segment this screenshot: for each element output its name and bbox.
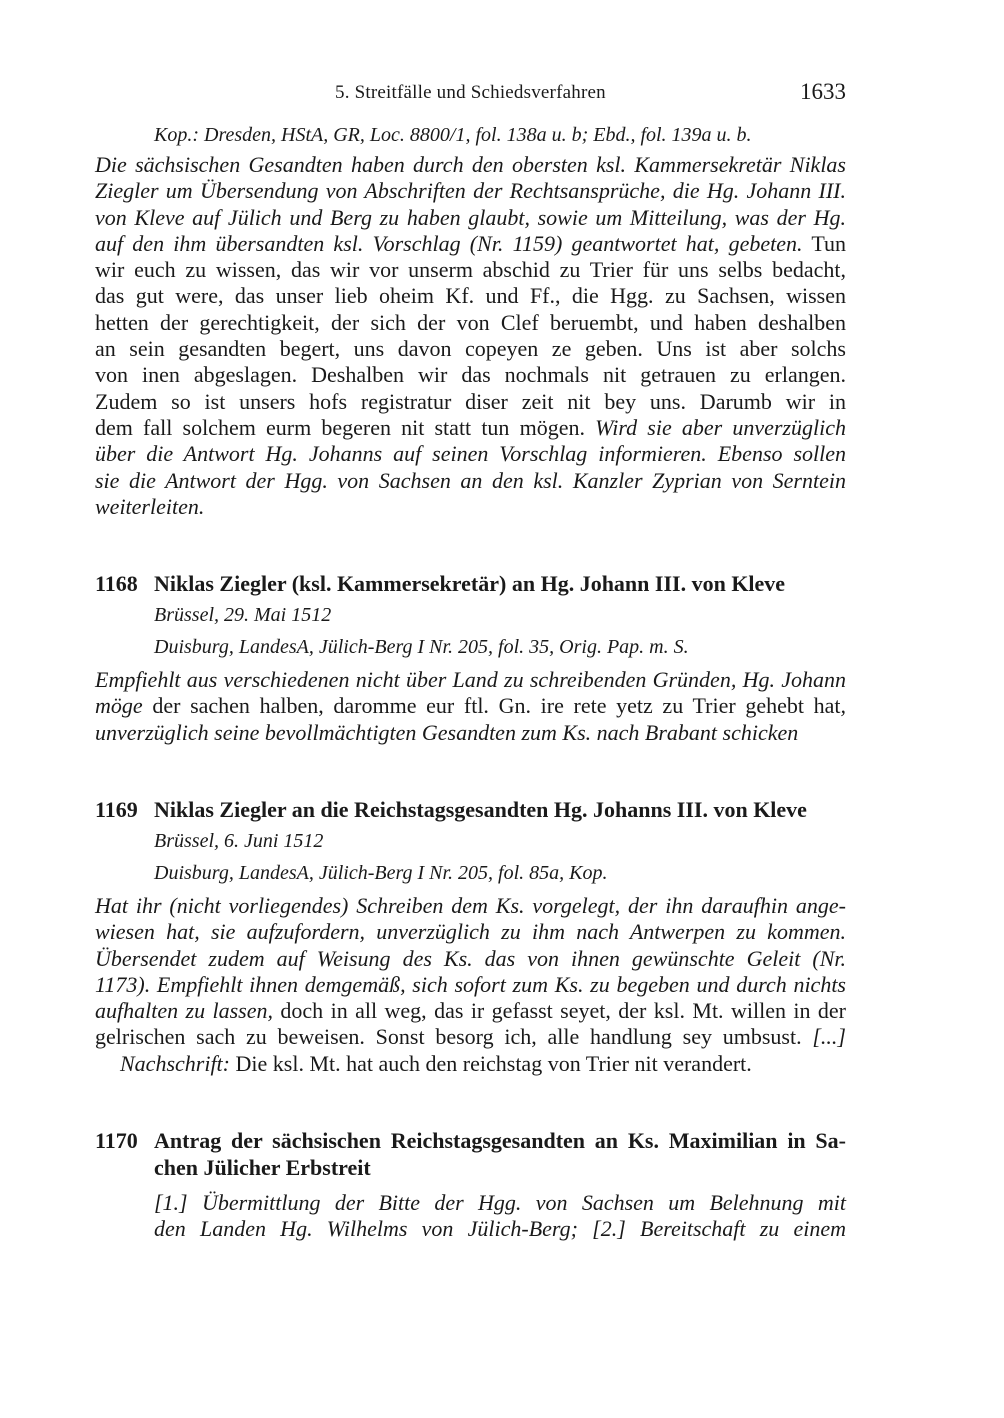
text-line: [1.] Übermittlung der Bitte der Hgg. von Sachsen um Belehnung mit bbox=[154, 1190, 846, 1215]
text-line: hetten der gerechtigkeit, der sich der von Clef beruembt, und haben deshalben bbox=[95, 309, 846, 335]
text-line bbox=[95, 231, 846, 257]
text-line: Zudem so ist unsers hofs registratur diser zeit nit bey uns. Darumb wir in bbox=[95, 388, 846, 414]
text-line: von inen abgeslagen. Deshalben wir das nochmals nit getrauen zu erlangen. bbox=[95, 362, 846, 388]
previous-entry-tail bbox=[95, 122, 846, 520]
text-line: weiterleiten. bbox=[95, 493, 205, 519]
entry-number: 1170 bbox=[95, 1128, 138, 1153]
entry-number: 1168 bbox=[95, 571, 138, 596]
text-line: 1173). Empfiehlt ihnen demgemäß, sich sofort zum Ks. zu begeben und durch nichts bbox=[95, 971, 846, 997]
text-line bbox=[95, 415, 846, 441]
page-number: 1633 bbox=[800, 79, 846, 104]
italic-segment: möge bbox=[95, 693, 143, 719]
text-line: Empfiehlt aus verschiedenen nicht über Land zu schreibenden Gründen, Hg. Johann bbox=[95, 667, 846, 692]
place-date: Brüssel, 6. Juni 1512 bbox=[154, 830, 324, 852]
italic-segment: Wird sie aber unverzüglich bbox=[595, 414, 846, 440]
entry-heading bbox=[95, 1127, 846, 1181]
regest-text bbox=[95, 893, 846, 1077]
text-line: über die Antwort Hg. Johanns auf seinen Vorschlag informieren. Ebenso sollen bbox=[95, 441, 846, 467]
text-line: Hat ihr (nicht vorliegendes) Schreiben dem Ks. vorgelegt, der ihn daraufhin ange- bbox=[95, 893, 846, 918]
place-date: Brüssel, 29. Mai 1512 bbox=[154, 604, 332, 626]
entry-heading bbox=[95, 796, 846, 823]
text-line: Ziegler um Übersendung von Abschriften der Rechtsansprüche, die Hg. Johann III. bbox=[95, 178, 846, 204]
entry-title bbox=[154, 796, 846, 823]
text-line: den Landen Hg. Wilhelms von Jülich-Berg; [2.] Bereitschaft zu einem bbox=[154, 1216, 846, 1242]
roman-segment: dem fall solchem eurm begeren nit statt tun mögen. bbox=[95, 414, 596, 440]
text-line: sie die Antwort der Hgg. von Sachsen an den ksl. Kanzler Zyprian von Serntein bbox=[95, 467, 846, 493]
entry-1168 bbox=[95, 570, 846, 746]
entry-number: 1169 bbox=[95, 797, 138, 822]
roman-segment: doch in all weg, das ir gefasst seyet, der ksl. Mt. willen in der bbox=[273, 998, 846, 1024]
roman-segment: der sachen halben, daromme eur ftl. Gn. ire rete yetz zu Trier gehebt hat bbox=[142, 693, 841, 719]
text-line: wiesen hat, sie aufzufordern, unverzüglich zu ihm nach Antwerpen zu kommen. bbox=[95, 919, 846, 945]
text-line: unverzüglich seine bevollmächtigten Gesandten zum Ks. nach Brabant schicken bbox=[95, 719, 799, 745]
regest-text bbox=[95, 1190, 846, 1243]
text-line: von Kleve auf Jülich und Berg zu haben glaubt, sowie um Mitteilung, was der Hg. bbox=[95, 204, 846, 230]
italic-segment: Nachschrift: bbox=[120, 1050, 230, 1076]
title-line: Niklas Ziegler (ksl. Kammersekretär) an Hg. Johann III. von Kleve bbox=[154, 571, 786, 596]
copy-source-note: Kop.: Dresden, HStA, GR, Loc. 8800/1, fol. 138a u. b; Ebd., fol. 139a u. b. bbox=[154, 124, 752, 146]
running-title: 5. Streitfälle und Schiedsverfahren bbox=[335, 82, 606, 103]
title-line: Niklas Ziegler an die Reichstagsgesandten Hg. Johanns III. von Kleve bbox=[154, 797, 807, 822]
archive-source: Duisburg, LandesA, Jülich-Berg I Nr. 205, fol. 85a, Kop. bbox=[154, 862, 608, 884]
text-line: das gut were, das unser lieb oheim Kf. und Ff., die Hgg. zu Sachsen, wissen bbox=[95, 283, 846, 309]
running-header bbox=[95, 80, 846, 108]
archive-source: Duisburg, LandesA, Jülich-Berg I Nr. 205, fol. 35, Orig. Pap. m. S. bbox=[154, 636, 689, 658]
roman-segment: Die ksl. Mt. hat auch den reichstag von Trier nit verandert. bbox=[230, 1050, 752, 1076]
text-line bbox=[95, 1024, 846, 1050]
text-line: an sein gesandten begert, uns davon copeyen ze geben. Uns ist aber solchs bbox=[95, 336, 846, 362]
entry-1170 bbox=[95, 1127, 846, 1243]
italic-segment: auf den ihm übersandten ksl. Vorschlag (Nr. 1159) geantwortet hat, gebeten. bbox=[95, 230, 803, 256]
roman-segment: gelrischen sach zu beweisen. Sonst besorg ich, alle handlung sey umbsust. bbox=[95, 1024, 813, 1050]
title-line: chen Jülicher Erbstreit bbox=[154, 1155, 371, 1180]
document-page bbox=[95, 0, 846, 1418]
regest-text bbox=[95, 152, 846, 520]
entry-heading bbox=[95, 570, 846, 597]
text-line: Übersendet zudem auf Weisung des Ks. das von ihnen gewünschte Geleit (Nr. bbox=[95, 945, 846, 971]
text-line: Die sächsischen Gesandten haben durch den obersten ksl. Kammersekretär Niklas bbox=[95, 152, 846, 177]
postscript-line bbox=[95, 1051, 846, 1077]
regest-text bbox=[95, 667, 846, 746]
text-line bbox=[95, 998, 846, 1024]
text-line: wir euch zu wissen, das wir vor unserm abschid zu Trier für uns selbs bedacht, bbox=[95, 257, 846, 283]
entry-1169 bbox=[95, 796, 846, 1077]
entry-title bbox=[154, 570, 846, 597]
italic-segment: [...] bbox=[812, 1024, 846, 1050]
text-line bbox=[95, 693, 846, 719]
roman-segment: Tun bbox=[802, 230, 846, 256]
entry-title bbox=[154, 1127, 846, 1181]
italic-segment: aufhalten zu lassen, bbox=[95, 998, 273, 1024]
title-line: Antrag der sächsischen Reichstagsgesandten an Ks. Maximilian in Sa- bbox=[154, 1128, 846, 1153]
italic-segment: , bbox=[840, 693, 846, 719]
